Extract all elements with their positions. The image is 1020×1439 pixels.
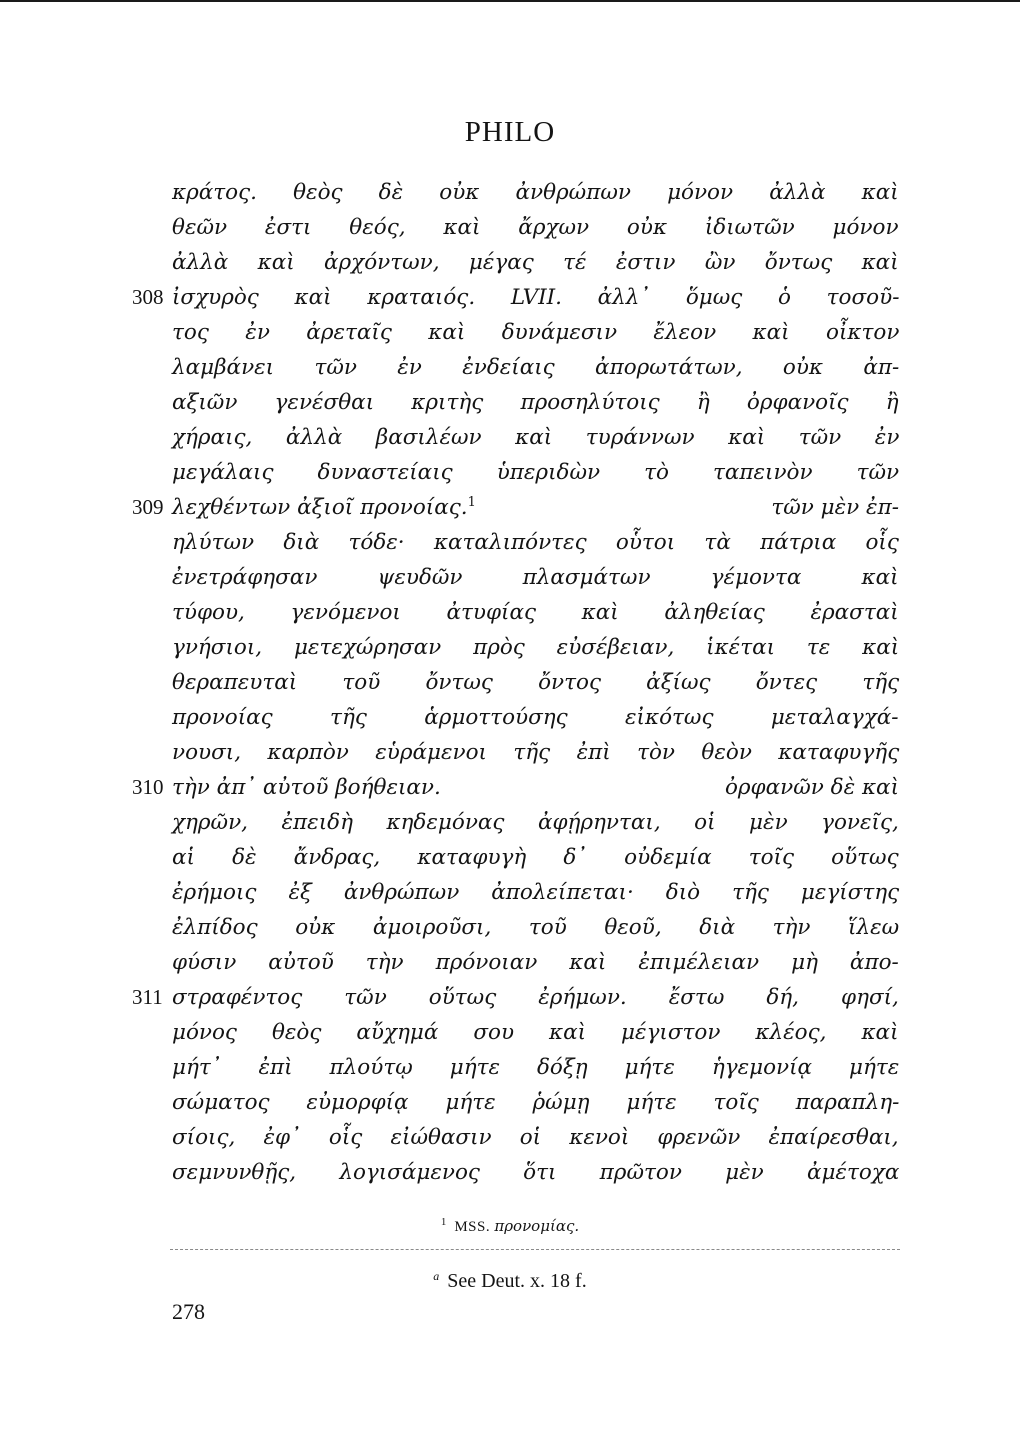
line-text: μήτ᾽ ἐπὶ πλούτῳ μήτε δόξῃ μήτε ἡγεμονίᾳ μήτε — [172, 1055, 900, 1080]
text-line — [172, 561, 899, 594]
text-line-split — [172, 771, 899, 804]
line-text: λαμβάνει τῶν ἐν ἐνδείαις ἀπορωτάτων, οὐκ ἀπ- — [172, 355, 900, 380]
line-text: ηλύτων διὰ τόδε· καταλιπόντες οὗτοι τὰ πάτρια οἷς — [172, 530, 899, 555]
text-line — [172, 631, 899, 664]
text-line — [172, 666, 899, 699]
line-text: νουσι, καρπὸν εὑράμενοι τῆς ἐπὶ τὸν θεὸν καταφυγῆς — [172, 740, 900, 765]
section-number-310: 310 — [132, 775, 164, 799]
text-line — [172, 1121, 899, 1154]
line-text: ἐλπίδος οὐκ ἀμοιροῦσι, τοῦ θεοῦ, διὰ τὴν ἵλεω — [172, 915, 900, 940]
text-line — [172, 211, 899, 244]
footnote-1 — [0, 1210, 1020, 1239]
footnote-marker: a — [433, 1269, 440, 1283]
line-text: τύφου, γενόμενοι ἀτυφίας καὶ ἀληθείας ἐρασταὶ — [172, 600, 899, 625]
text-line — [172, 736, 899, 769]
footnote-reference-text: See Deut. x. 18 f. — [447, 1270, 587, 1292]
page-number: 278 — [172, 1299, 205, 1324]
text-line — [172, 456, 899, 489]
text-line-split — [172, 491, 899, 524]
footnote-marker: 1 — [440, 1216, 447, 1228]
footnote-ref-1: 1 — [467, 495, 476, 510]
footnote-separator — [170, 1249, 900, 1250]
line-text: στραφέντος τῶν οὕτως ἐρήμων. ἔστω δή, φησί, — [172, 985, 899, 1010]
line-text: προνοίας τῆς ἁρμοττούσης εἰκότως μεταλαγχά- — [172, 705, 899, 730]
text-line — [172, 421, 899, 454]
text-line — [172, 1051, 899, 1084]
text-line — [172, 526, 899, 559]
text-line — [172, 876, 899, 909]
line-text: σεμνυνθῇς, λογισάμενος ὅτι πρῶτον μὲν ἀμέτοχα — [172, 1160, 900, 1185]
line-text: χήραις, ἀλλὰ βασιλέων καὶ τυράννων καὶ τῶν ἐν — [172, 425, 900, 450]
text-line — [172, 1016, 899, 1049]
line-text: σώματος εὐμορφίᾳ μήτε ῥώμῃ μήτε τοῖς παραπλη- — [172, 1090, 900, 1115]
line-text-part: λεχθέντων ἀξιοῖ προνοίας. — [172, 495, 468, 520]
line-text: θεῶν ἐστι θεός, καὶ ἄρχων οὐκ ἰδιωτῶν μόνον — [172, 215, 899, 240]
text-line — [172, 281, 899, 314]
footnote-mss-label: MSS. — [454, 1219, 491, 1235]
line-text: τος ἐν ἀρεταῖς καὶ δυνάμεσιν ἔλεον καὶ οἶκτον — [172, 320, 900, 345]
text-line — [172, 176, 899, 209]
footnote-a — [0, 1262, 1020, 1295]
text-line — [172, 246, 899, 279]
running-head: PHILO — [464, 116, 556, 148]
text-line — [172, 316, 899, 349]
section-number-311: 311 — [132, 985, 163, 1009]
text-line — [172, 701, 899, 734]
line-text: ἰσχυρὸς καὶ κραταιός. LVII. ἀλλ᾽ ὅμως ὁ τοσοῦ- — [172, 285, 900, 310]
footnote-greek-reading: προνομίας. — [494, 1217, 580, 1235]
line-text: φύσιν αὐτοῦ τὴν πρόνοιαν καὶ ἐπιμέλειαν μὴ ἀπο- — [172, 950, 899, 975]
line-text: αξιῶν γενέσθαι κριτὴς προσηλύτοις ἢ ὀρφανοῖς ἢ — [172, 390, 899, 415]
line-text-right: ὀρφανῶν δὲ καὶ — [724, 775, 899, 800]
line-text: χηρῶν, ἐπειδὴ κηδεμόνας ἀφῄρηνται, οἱ μὲν γονεῖς, — [172, 810, 899, 835]
section-number-309: 309 — [132, 495, 164, 519]
text-line — [172, 911, 899, 944]
line-text: γνήσιοι, μετεχώρησαν πρὸς εὐσέβειαν, ἱκέται τε καὶ — [172, 635, 900, 660]
line-text-left: τὴν ἀπ᾽ αὐτοῦ βοήθειαν. — [172, 775, 441, 800]
line-text: θεραπευταὶ τοῦ ὄντως ὄντος ἀξίως ὄντες τῆς — [172, 670, 900, 695]
text-line — [172, 806, 899, 839]
line-text: αἱ δὲ ἄνδρας, καταφυγὴ δ᾽ οὐδεμία τοῖς οὕτως — [172, 845, 899, 870]
line-text: μεγάλαις δυναστείαις ὑπεριδὼν τὸ ταπεινὸν τῶν — [172, 460, 900, 485]
text-line — [172, 596, 899, 629]
text-line — [172, 841, 899, 874]
text-line — [172, 351, 899, 384]
text-line — [172, 946, 899, 979]
text-line — [172, 1086, 899, 1119]
top-rule — [0, 0, 1020, 2]
text-line — [172, 386, 899, 419]
text-line — [172, 1156, 899, 1189]
line-text: ἀλλὰ καὶ ἀρχόντων, μέγας τέ ἐστιν ὢν ὄντως καὶ — [172, 250, 899, 275]
section-number-308: 308 — [132, 285, 164, 309]
line-text: ἐνετράφησαν ψευδῶν πλασμάτων γέμοντα καὶ — [172, 565, 899, 590]
line-text: μόνος θεὸς αὔχημά σου καὶ μέγιστον κλέος, καὶ — [172, 1020, 899, 1045]
line-text: ἐρήμοις ἐξ ἀνθρώπων ἀπολείπεται· διὸ τῆς μεγίστης — [172, 880, 900, 905]
line-text-right: τῶν μὲν ἐπ- — [771, 495, 899, 520]
line-text: σίοις, ἐφ᾽ οἷς εἰώθασιν οἱ κενοὶ φρενῶν ἐπαίρεσθαι, — [172, 1125, 899, 1150]
text-line — [172, 981, 899, 1014]
line-text: κράτος. θεὸς δὲ οὐκ ἀνθρώπων μόνον ἀλλὰ καὶ — [172, 180, 899, 205]
line-text-left — [172, 491, 476, 524]
